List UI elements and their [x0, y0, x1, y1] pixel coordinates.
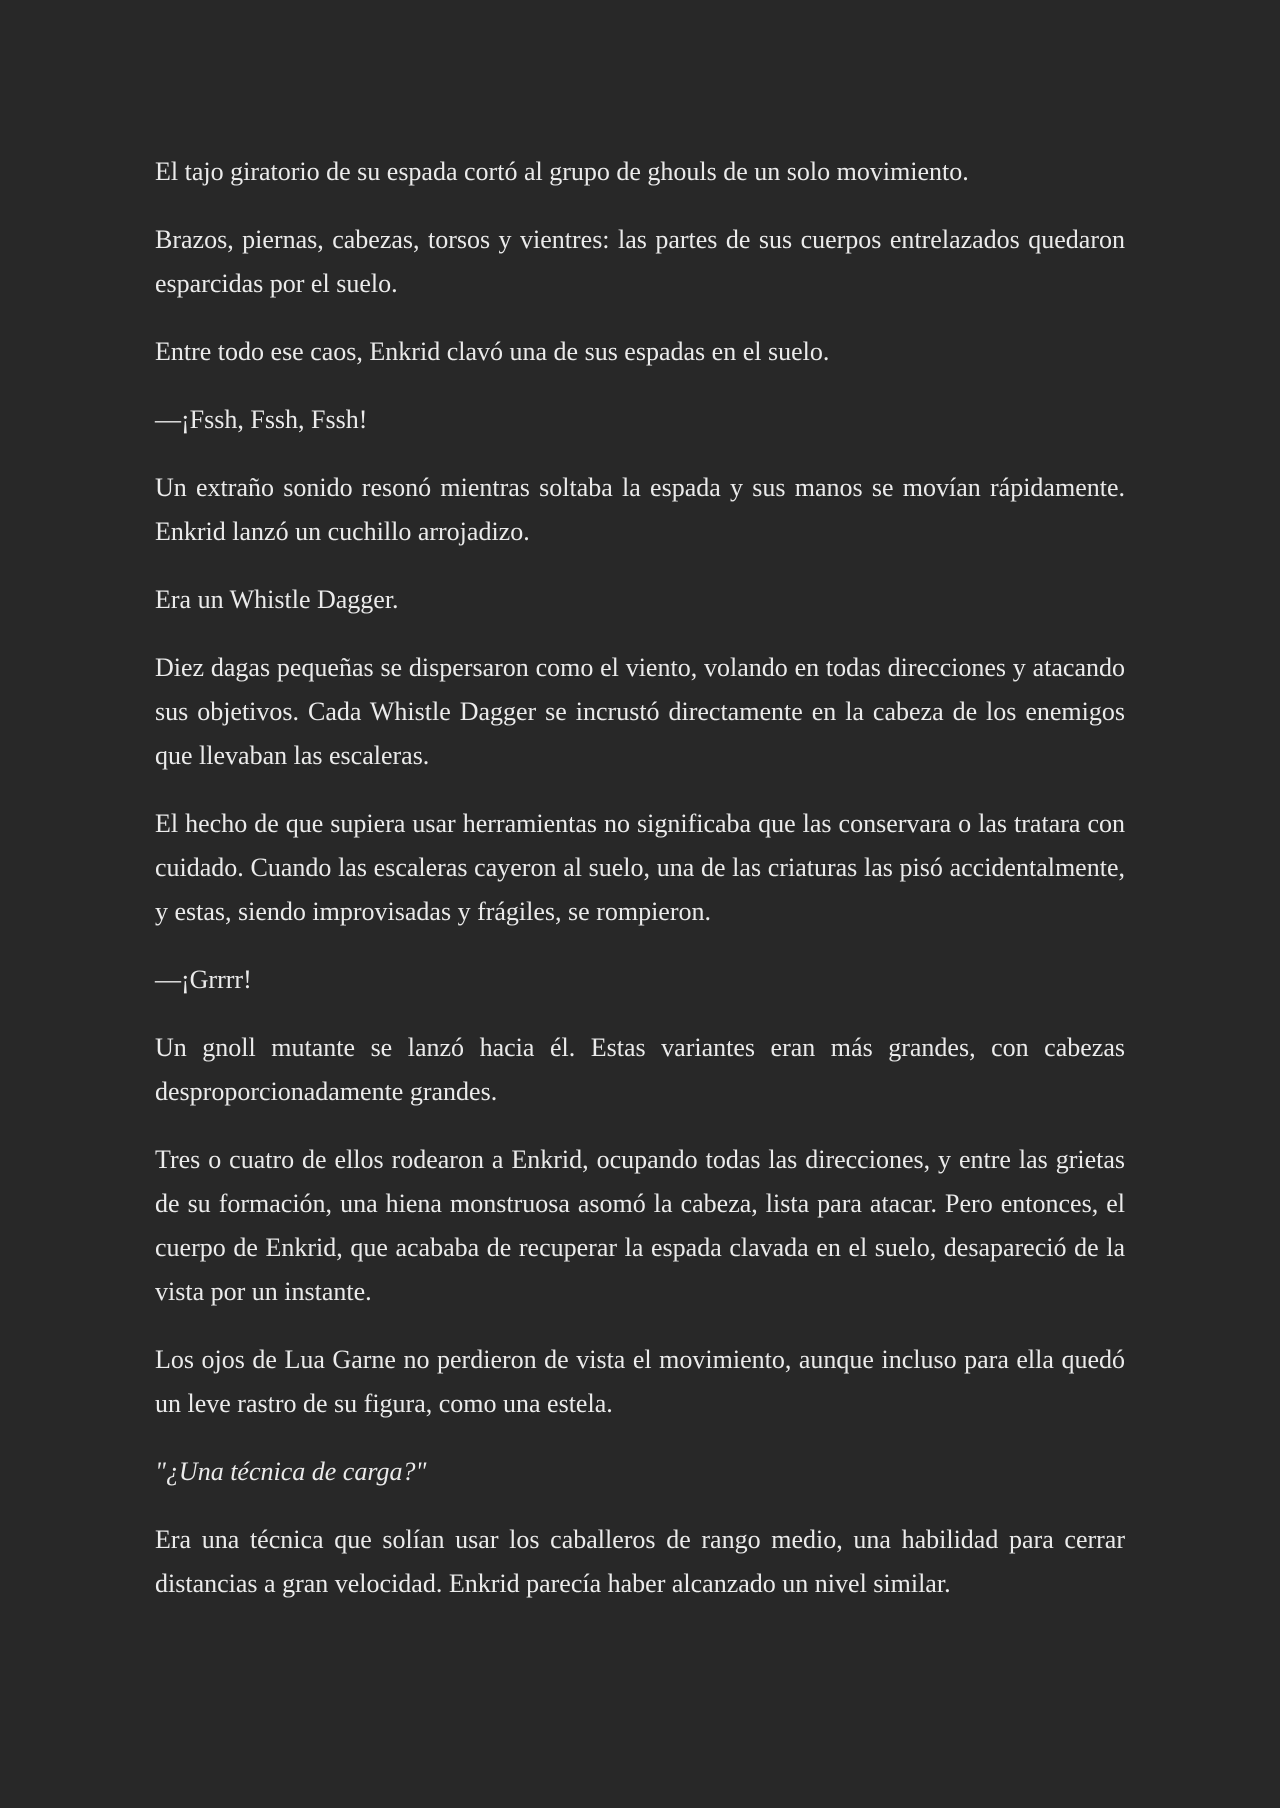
chapter-text	[155, 150, 1125, 1630]
paragraph-1: El tajo giratorio de su espada cortó al grupo de ghouls de un solo movimiento.	[155, 157, 969, 186]
paragraph-12: Los ojos de Lua Garne no perdieron de vista el movimiento, aunque incluso para ella quedó un leve rastro de su figura, como una estela.	[155, 1345, 1125, 1418]
paragraph-5: Un extraño sonido resonó mientras soltaba la espada y sus manos se movían rápidamente. Enkrid lanzó un cuchillo arrojadizo.	[155, 473, 1125, 546]
paragraph-11: Tres o cuatro de ellos rodearon a Enkrid, ocupando todas las direcciones, y entre las grietas de su formación, una hiena monstruosa asomó la cabeza, lista para atacar. Pero entonces, el cuerpo de Enkrid, que acababa de recuperar la espada clavada en el suelo, desapareció de la vista por un instante.	[155, 1145, 1125, 1306]
paragraph-9: —¡Grrrr!	[155, 965, 252, 994]
paragraph-8: El hecho de que supiera usar herramientas no significaba que las conservara o las tratara con cuidado. Cuando las escaleras cayeron al suelo, una de las criaturas las pisó accidentalmente, y estas, siendo improvisadas y frágiles, se rompieron.	[155, 809, 1125, 926]
paragraph-3: Entre todo ese caos, Enkrid clavó una de sus espadas en el suelo.	[155, 337, 830, 366]
paragraph-4: —¡Fssh, Fssh, Fssh!	[155, 405, 368, 434]
paragraph-6: Era un Whistle Dagger.	[155, 585, 399, 614]
paragraph-2: Brazos, piernas, cabezas, torsos y vientres: las partes de sus cuerpos entrelazados quedaron esparcidas por el suelo.	[155, 225, 1125, 298]
paragraph-14: Era una técnica que solían usar los caballeros de rango medio, una habilidad para cerrar distancias a gran velocidad. Enkrid parecía haber alcanzado un nivel similar.	[155, 1525, 1125, 1598]
paragraph-10: Un gnoll mutante se lanzó hacia él. Estas variantes eran más grandes, con cabezas desproporcionadamente grandes.	[155, 1033, 1125, 1106]
paragraph-13-thought: "¿Una técnica de carga?"	[155, 1457, 427, 1486]
paragraph-7: Diez dagas pequeñas se dispersaron como el viento, volando en todas direcciones y atacando sus objetivos. Cada Whistle Dagger se incrustó directamente en la cabeza de los enemigos que llevaban las escaleras.	[155, 653, 1125, 770]
